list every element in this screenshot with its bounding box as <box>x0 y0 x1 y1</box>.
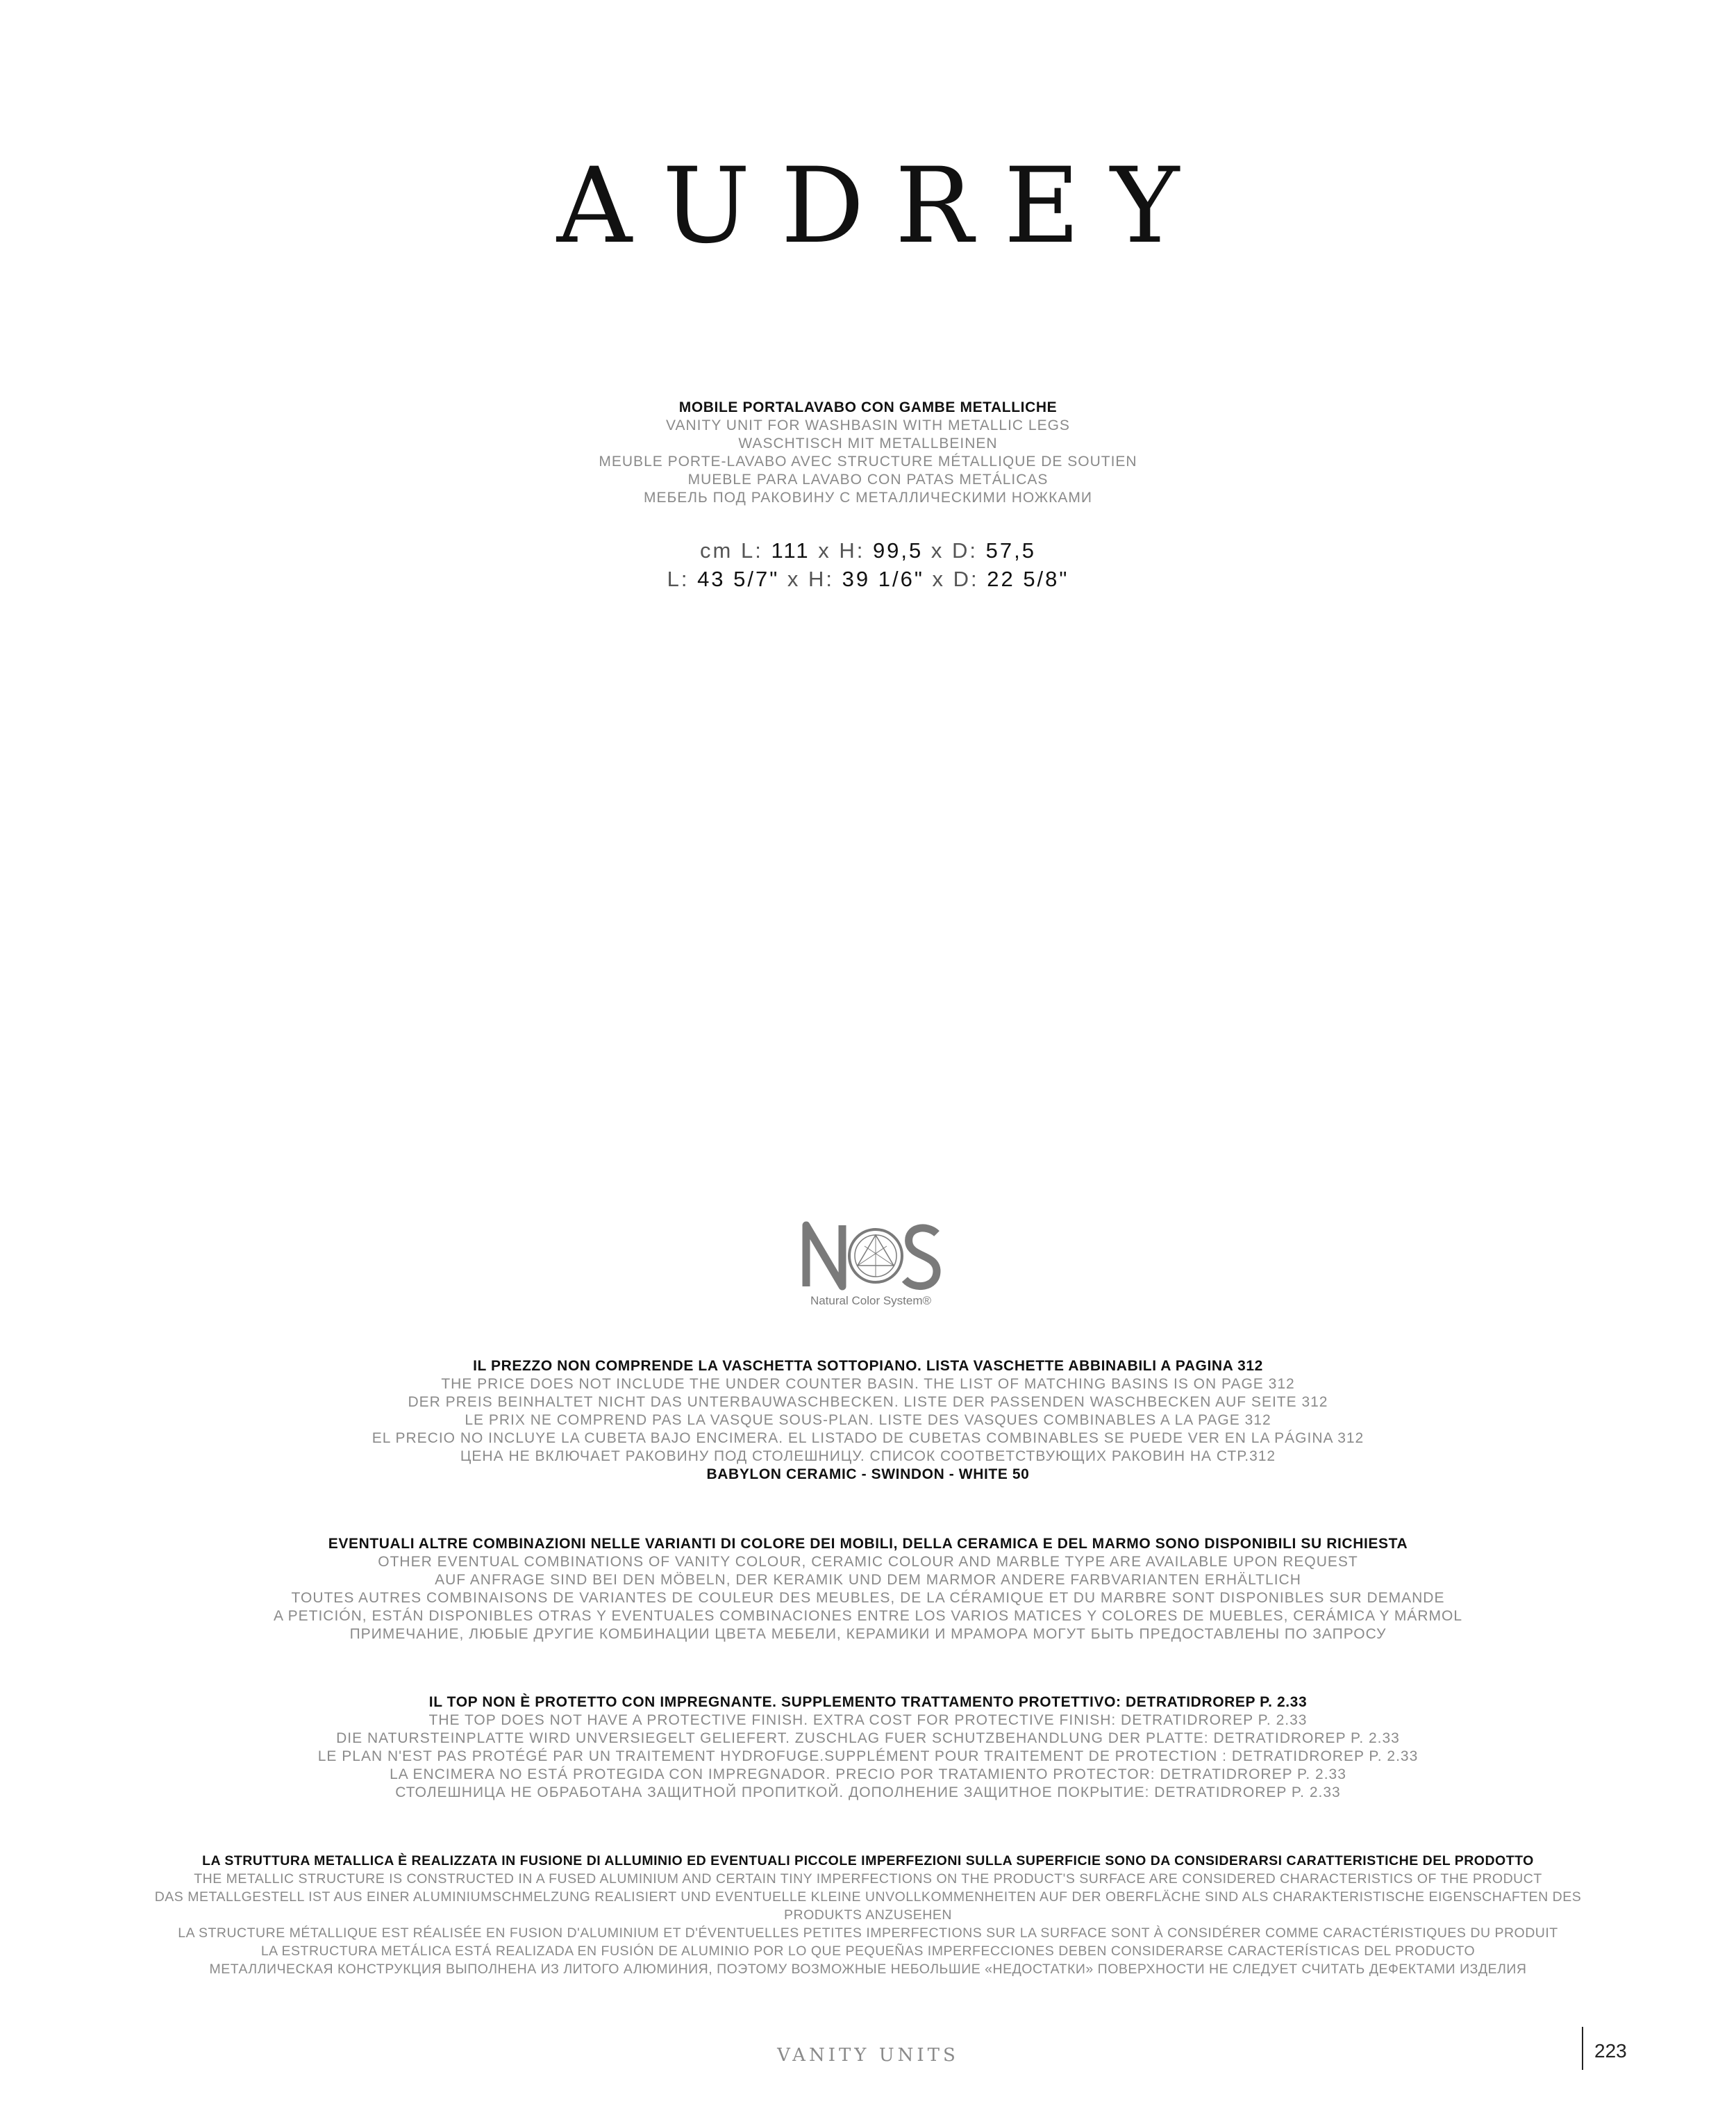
description-line: МЕБЕЛЬ ПОД РАКОВИНУ С МЕТАЛЛИЧЕСКИМИ НОЖКАМИ <box>643 490 1093 506</box>
description-line: WASCHTISCH MIT METALLBEINEN <box>738 436 998 451</box>
note-line: DAS METALLGESTELL IST AUS EINER ALUMINIUMSCHMELZUNG REALISIERT UND EVENTUELLE KLEINE UNVOLLKOMMENHEITEN AUF DER OBERFLÄCHE SIND ALS CHARAKTERISTISCHE EIGENSCHAFTEN DES PRODUKTS ANZUSEHEN <box>154 1889 1582 1923</box>
note-line: THE PRICE DOES NOT INCLUDE THE UNDER COUNTER BASIN. THE LIST OF MATCHING BASINS IS ON PAGE 312 <box>441 1376 1295 1392</box>
note-line: A PETICIÓN, ESTÁN DISPONIBLES OTRAS Y EVENTUALES COMBINACIONES ENTRE LOS VARIOS MATICES Y COLORES DE MUEBLES, CERÁMICA Y MÁRMOL <box>273 1608 1463 1624</box>
svg-text:Natural Color System®: Natural Color System® <box>810 1294 932 1307</box>
note-line: LE PLAN N'EST PAS PROTÉGÉ PAR UN TRAITEMENT HYDROFUGE.SUPPLÉMENT POUR TRAITEMENT DE PROTECTION : DETRATIDROREP P. 2.33 <box>317 1748 1419 1764</box>
page-number-divider <box>1582 2027 1583 2070</box>
dimensions-metric: cm L: 111 x H: 99,5 x D: 57,5 <box>700 538 1036 563</box>
note-line: DIE NATURSTEINPLATTE WIRD UNVERSIEGELT GELIEFERT. ZUSCHLAG FUER SCHUTZBEHANDLUNG DER PLATTE: DETRATIDROREP P. 2.33 <box>336 1730 1400 1746</box>
note-metal-structure <box>0 1852 1736 1978</box>
note-line: AUF ANFRAGE SIND BEI DEN MÖBELN, DER KERAMIK UND DEM MARMOR ANDERE FARBVARIANTEN ERHÄLTLICH <box>435 1572 1301 1588</box>
note-line: TOUTES AUTRES COMBINAISONS DE VARIANTES DE COULEUR DES MEUBLES, DE LA CÉRAMIQUE ET DU MARBRE SONT DISPONIBLES SUR DEMANDE <box>291 1590 1445 1606</box>
note-line: THE METALLIC STRUCTURE IS CONSTRUCTED IN A FUSED ALUMINIUM AND CERTAIN TINY IMPERFECTIONS ON THE PRODUCT'S SURFACE ARE CONSIDERED CHARACTERISTICS OF THE PRODUCT <box>194 1871 1542 1887</box>
section-footer: VANITY UNITS <box>777 2045 959 2066</box>
note-line: THE TOP DOES NOT HAVE A PROTECTIVE FINISH. EXTRA COST FOR PROTECTIVE FINISH: DETRATIDROREP P. 2.33 <box>428 1712 1308 1728</box>
note-combinations <box>0 1535 1736 1643</box>
note-top-protection <box>0 1693 1736 1802</box>
note-line: LE PRIX NE COMPREND PAS LA VASQUE SOUS-PLAN. LISTE DES VASQUES COMBINABLES A LA PAGE 312 <box>465 1412 1271 1428</box>
note-line: LA STRUCTURE MÉTALLIQUE EST RÉALISÉE EN FUSION D'ALUMINIUM ET D'ÉVENTUELLES PETITES IMPERFECTIONS SUR LA SURFACE SONT À CONSIDÉRER COMME CARACTÉRISTIQUES DU PRODUIT <box>178 1925 1558 1941</box>
page-number: 223 <box>1594 2040 1627 2062</box>
description-line: VANITY UNIT FOR WASHBASIN WITH METALLIC LEGS <box>666 417 1070 433</box>
note-lead: IL PREZZO NON COMPRENDE LA VASCHETTA SOTTOPIANO. LISTA VASCHETTE ABBINABILI A PAGINA 312 <box>473 1358 1263 1374</box>
note-line: LA ENCIMERA NO ESTÁ PROTEGIDA CON IMPREGNADOR. PRECIO POR TRATAMIENTO PROTECTOR: DETRATIDROREP P. 2.33 <box>390 1766 1346 1782</box>
note-line: OTHER EVENTUAL COMBINATIONS OF VANITY COLOUR, CERAMIC COLOUR AND MARBLE TYPE ARE AVAILABLE UPON REQUEST <box>378 1554 1358 1570</box>
note-trailer: BABYLON CERAMIC - SWINDON - WHITE 50 <box>706 1466 1030 1482</box>
description-line: MUEBLE PARA LAVABO CON PATAS METÁLICAS <box>687 472 1049 488</box>
description-block <box>0 399 1736 507</box>
ncs-logo <box>798 1218 944 1307</box>
description-line: MEUBLE PORTE-LAVABO AVEC STRUCTURE MÉTALLIQUE DE SOUTIEN <box>599 454 1137 470</box>
dimensions-imperial: L: 43 5/7" x H: 39 1/6" x D: 22 5/8" <box>667 567 1069 591</box>
note-line: DER PREIS BEINHALTET NICHT DAS UNTERBAUWASCHBECKEN. LISTE DER PASSENDEN WASCHBECKEN AUF SEITE 312 <box>408 1394 1328 1410</box>
note-line: СТОЛЕШНИЦА НЕ ОБРАБОТАНА ЗАЩИТНОЙ ПРОПИТКОЙ. ДОПОЛНЕНИЕ ЗАЩИТНОЕ ПОКРЫТИЕ: DETRATIDROREP P. 2.33 <box>395 1784 1341 1800</box>
note-line: LA ESTRUCTURA METÁLICA ESTÁ REALIZADA EN FUSIÓN DE ALUMINIO POR LO QUE PEQUEÑAS IMPERFECCIONES DEBEN CONSIDERARSE CARACTERÍSTICAS DEL PRODUCTO <box>260 1943 1476 1959</box>
note-line: МЕТАЛЛИЧЕСКАЯ КОНСТРУКЦИЯ ВЫПОЛНЕНА ИЗ ЛИТОГО АЛЮМИНИЯ, ПОЭТОМУ ВОЗМОЖНЫЕ НЕБОЛЬШИЕ «НЕДОСТАТКИ» ПОВЕРХНОСТИ НЕ СЛЕДУЕТ СЧИТАТЬ ДЕФЕКТАМИ ИЗДЕЛИЯ <box>209 1962 1527 1977</box>
note-lead: IL TOP NON È PROTETTO CON IMPREGNANTE. SUPPLEMENTO TRATTAMENTO PROTETTIVO: DETRATIDROREP P. 2.33 <box>428 1694 1308 1710</box>
description-lead: MOBILE PORTALAVABO CON GAMBE METALLICHE <box>678 399 1058 415</box>
product-title: AUDREY <box>556 146 1210 267</box>
note-line: ПРИМЕЧАНИЕ, ЛЮБЫЕ ДРУГИЕ КОМБИНАЦИИ ЦВЕТА МЕБЕЛИ, КЕРАМИКИ И МРАМОРА МОГУТ БЫТЬ ПРЕДОСТАВЛЕНЫ ПО ЗАПРОСУ <box>349 1626 1387 1642</box>
note-lead: EVENTUALI ALTRE COMBINAZIONI NELLE VARIANTI DI COLORE DEI MOBILI, DELLA CERAMICA E DEL MARMO SONO DISPONIBILI SU RICHIESTA <box>328 1536 1408 1552</box>
note-line: ЦЕНА НЕ ВКЛЮЧАЕТ РАКОВИНУ ПОД СТОЛЕШНИЦУ. СПИСОК СООТВЕТСТВУЮЩИХ РАКОВИН НА СТР.312 <box>460 1448 1276 1464</box>
note-line: EL PRECIO NO INCLUYE LA CUBETA BAJO ENCIMERA. EL LISTADO DE CUBETAS COMBINABLES SE PUEDE VER EN LA PÁGINA 312 <box>372 1430 1364 1446</box>
note-basin <box>0 1357 1736 1484</box>
note-lead: LA STRUTTURA METALLICA È REALIZZATA IN FUSIONE DI ALLUMINIO ED EVENTUALI PICCOLE IMPERFEZIONI SULLA SUPERFICIE SONO DA CONSIDERARSI CARATTERISTICHE DEL PRODOTTO <box>202 1853 1534 1868</box>
